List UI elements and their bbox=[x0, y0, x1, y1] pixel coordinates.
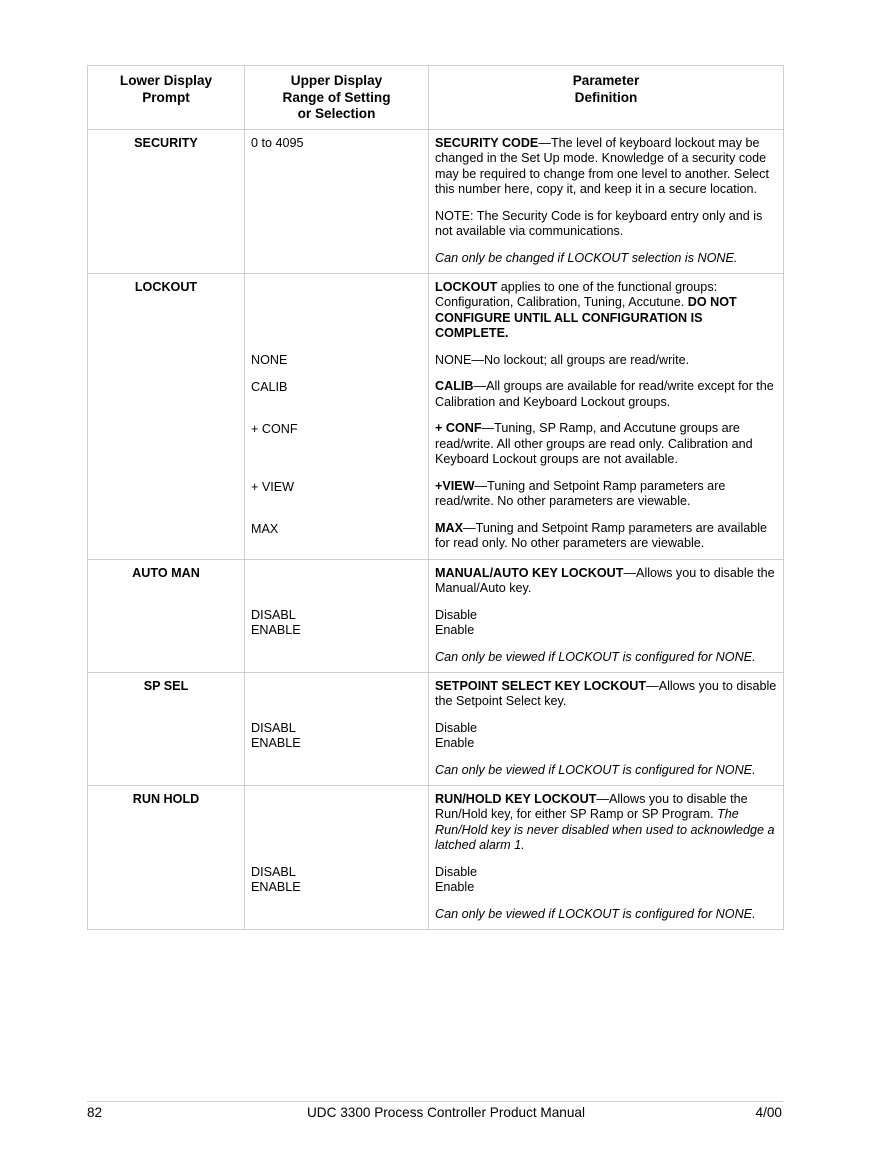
definition-text: NONE—No lockout; all groups are read/write. bbox=[435, 352, 690, 367]
definition-text: +VIEW bbox=[435, 478, 475, 493]
header-parameter-definition: Parameter Definition bbox=[429, 66, 784, 130]
range-paragraph bbox=[251, 522, 422, 553]
definition-text: Disable Enable bbox=[435, 864, 477, 894]
range-paragraph bbox=[251, 566, 422, 597]
definition-text: Can only be viewed if LOCKOUT is configured for NONE. bbox=[435, 906, 756, 921]
range-value: DISABL bbox=[251, 864, 296, 879]
footer-divider bbox=[87, 1101, 783, 1102]
table-row bbox=[88, 785, 784, 929]
range-paragraph bbox=[251, 480, 422, 511]
definition-text: MAX bbox=[435, 520, 463, 535]
range-value: ENABLE bbox=[251, 736, 301, 750]
definition-paragraph bbox=[435, 907, 777, 923]
definition-text: —Tuning and Setpoint Ramp parameters are read/write. No other parameters are viewable. bbox=[435, 478, 726, 508]
range-paragraph bbox=[251, 136, 422, 198]
lower-display-prompt: SP SEL bbox=[88, 672, 245, 785]
definition-paragraph bbox=[435, 566, 777, 597]
table-header-row bbox=[88, 66, 784, 130]
definition-paragraph bbox=[435, 136, 777, 198]
definition-text: —The level of keyboard lockout may be changed in the Set Up mode. Knowledge of a security code may be required to change from one level to another. Select this number here, copy it, and keep it in a secure location. bbox=[435, 135, 769, 196]
definition-paragraph bbox=[435, 251, 777, 267]
parameter-definition-cell bbox=[429, 785, 784, 929]
range-value: ENABLE bbox=[251, 623, 301, 637]
definition-text: —Tuning, SP Ramp, and Accutune groups are read/write. All other groups are read only. Calibration and Keyboard Lockout groups are not available. bbox=[435, 421, 753, 466]
definition-text: —Allows you to disable the Run/Hold key, for either SP Ramp or SP Program. bbox=[435, 791, 748, 821]
range-paragraph bbox=[251, 650, 422, 666]
range-value: MAX bbox=[251, 521, 279, 536]
range-value: 0 to 4095 bbox=[251, 135, 304, 150]
range-paragraph bbox=[251, 679, 422, 710]
definition-text: NOTE: The Security Code is for keyboard entry only and is not available via communications. bbox=[435, 208, 763, 238]
table-row bbox=[88, 129, 784, 273]
definition-paragraph bbox=[435, 679, 777, 710]
definition-text: Disable Enable bbox=[435, 720, 477, 750]
definition-text: Can only be changed if LOCKOUT selection is NONE. bbox=[435, 250, 738, 265]
range-value: DISABL bbox=[251, 607, 296, 622]
parameter-definition-cell bbox=[429, 129, 784, 273]
range-value: ENABLE bbox=[251, 880, 301, 894]
definition-paragraph bbox=[435, 280, 777, 342]
definition-paragraph bbox=[435, 353, 777, 369]
definition-paragraph bbox=[435, 792, 777, 854]
range-paragraph bbox=[251, 721, 422, 752]
table-row bbox=[88, 672, 784, 785]
range-paragraph bbox=[251, 763, 422, 779]
upper-display-range-cell bbox=[245, 273, 429, 559]
range-value: + VIEW bbox=[251, 479, 295, 494]
definition-paragraph bbox=[435, 721, 777, 752]
lower-display-prompt: AUTO MAN bbox=[88, 559, 245, 672]
range-value: + CONF bbox=[251, 421, 298, 436]
definition-text: Disable Enable bbox=[435, 607, 477, 637]
range-paragraph bbox=[251, 907, 422, 923]
footer-date: 4/00 bbox=[755, 1105, 782, 1120]
parameter-definition-cell bbox=[429, 672, 784, 785]
range-paragraph bbox=[251, 380, 422, 411]
definition-text: applies to one of the functional groups: Configuration, Calibration, Tuning, Accutune. bbox=[435, 279, 718, 309]
table-row bbox=[88, 559, 784, 672]
parameter-definition-cell bbox=[429, 273, 784, 559]
definition-text: SETPOINT SELECT KEY LOCKOUT bbox=[435, 678, 647, 693]
definition-text: —All groups are available for read/write except for the Calibration and Keyboard Lockout groups. bbox=[435, 379, 774, 409]
definition-text: LOCKOUT bbox=[435, 279, 498, 294]
upper-display-range-cell bbox=[245, 129, 429, 273]
definition-text: SECURITY CODE bbox=[435, 135, 539, 150]
definition-text: The Run/Hold key is never disabled when used to acknowledge a latched alarm 1. bbox=[435, 807, 775, 852]
definition-paragraph bbox=[435, 521, 777, 552]
definition-text: RUN/HOLD KEY LOCKOUT bbox=[435, 791, 597, 806]
definition-text: —Tuning and Setpoint Ramp parameters are available for read only. No other parameters are viewable. bbox=[435, 520, 768, 550]
definition-paragraph bbox=[435, 608, 777, 639]
definition-paragraph bbox=[435, 763, 777, 779]
range-paragraph bbox=[251, 251, 422, 267]
range-paragraph bbox=[251, 209, 422, 240]
footer-page-number: 82 bbox=[87, 1105, 103, 1120]
lower-display-prompt: LOCKOUT bbox=[88, 273, 245, 559]
definition-paragraph bbox=[435, 421, 777, 468]
definition-text: CALIB bbox=[435, 379, 474, 393]
range-value: DISABL bbox=[251, 720, 296, 735]
range-paragraph bbox=[251, 422, 422, 469]
range-value: NONE bbox=[251, 352, 288, 367]
upper-display-range-cell bbox=[245, 672, 429, 785]
lower-display-prompt: SECURITY bbox=[88, 129, 245, 273]
upper-display-range-cell bbox=[245, 785, 429, 929]
definition-paragraph bbox=[435, 865, 777, 896]
definition-paragraph bbox=[435, 209, 777, 240]
parameter-definition-cell bbox=[429, 559, 784, 672]
header-lower-display-prompt: Lower Display Prompt bbox=[88, 66, 245, 130]
definition-text: MANUAL/AUTO KEY LOCKOUT bbox=[435, 565, 624, 580]
definition-paragraph bbox=[435, 379, 777, 410]
range-paragraph bbox=[251, 792, 422, 854]
definition-paragraph bbox=[435, 479, 777, 510]
lower-display-prompt: RUN HOLD bbox=[88, 785, 245, 929]
parameter-table bbox=[87, 65, 784, 930]
header-upper-display-range: Upper Display Range of Setting or Selection bbox=[245, 66, 429, 130]
definition-paragraph bbox=[435, 650, 777, 666]
range-value: CALIB bbox=[251, 379, 288, 394]
table-row bbox=[88, 273, 784, 559]
definition-text: Can only be viewed if LOCKOUT is configured for NONE. bbox=[435, 762, 756, 777]
definition-text: DO NOT CONFIGURE UNTIL ALL CONFIGURATION IS COMPLETE. bbox=[435, 295, 737, 340]
definition-text: Can only be viewed if LOCKOUT is configured for NONE. bbox=[435, 649, 756, 664]
definition-text: —Allows you to disable the Setpoint Select key. bbox=[435, 678, 777, 708]
range-paragraph bbox=[251, 353, 422, 369]
range-paragraph bbox=[251, 608, 422, 639]
definition-text: —Allows you to disable the Manual/Auto key. bbox=[435, 565, 775, 595]
upper-display-range-cell bbox=[245, 559, 429, 672]
definition-text: + CONF bbox=[435, 421, 482, 435]
range-paragraph bbox=[251, 280, 422, 342]
footer-manual-title: UDC 3300 Process Controller Product Manual bbox=[306, 1105, 586, 1120]
range-paragraph bbox=[251, 865, 422, 896]
